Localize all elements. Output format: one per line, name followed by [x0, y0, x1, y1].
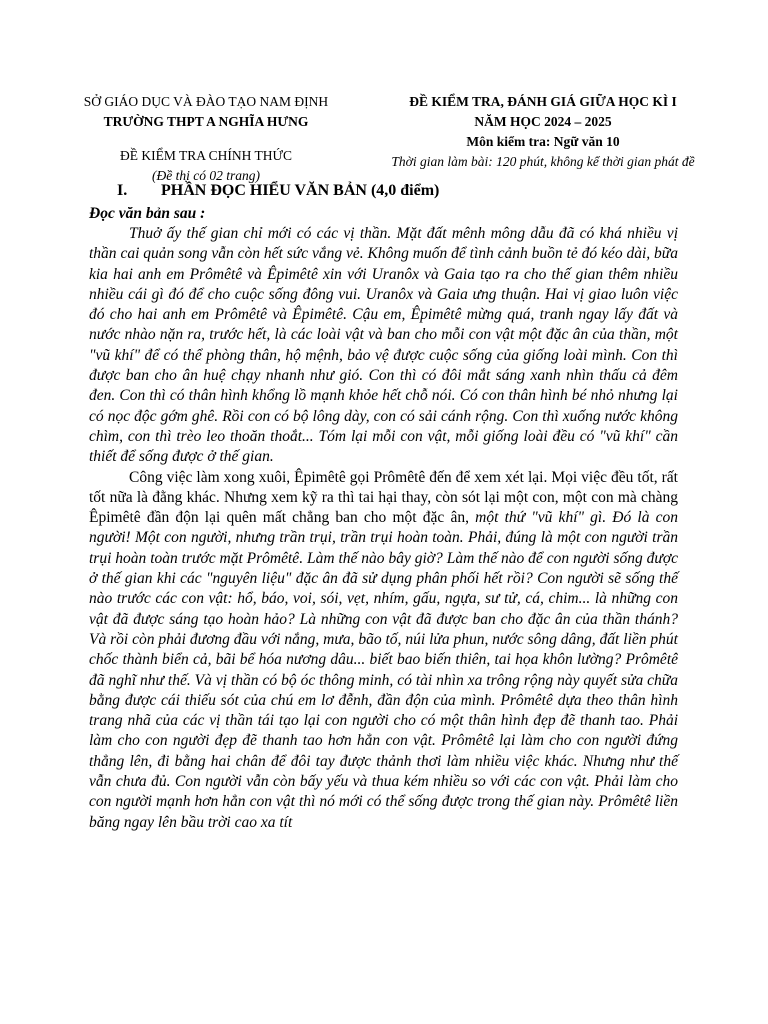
passage-paragraph-2-lead: Công việc làm xong xuôi, Êpimêtê gọi Prômêtê đến để xem xét lại. Mọi việc đều tốt, rất tốt nữa là đằng khác. Nhưng xem kỹ ra thì tai hại thay, còn sót lại một con, một con mà chàng Êpimêtê đần độn lại quên mất chẳng ban cho một đặc ân,	[89, 468, 678, 527]
passage-paragraph-2	[89, 468, 678, 833]
passage-paragraph-2-rest: một thứ "vũ khí" gì. Đó là con người! Một con người, nhưng trần trụi, trần trụi hoàn toàn. Phải, đúng là một con người trần trụi hoàn toàn trước mặt Prômêtê. Làm thế nào bây giờ? Làm thế nào để con người sống được ở thế gian khi các "nguyên liệu" đặc ân đã sử dụng phân phối hết rồi? Con người sẽ sống thế nào trước các con vật: hổ, báo, voi, sói, vẹt, nhím, gấu, ngựa, sư tử, cá, chim... là những con vật đã được sáng tạo hoàn hảo? Là những con vật đã được ban cho đặc ân của thần thánh? Và rồi còn phải đương đầu với nắng, mưa, bão tố, núi lửa phun, nước sông dâng, đất liền phút chốc thành biển cả, bãi bể hóa nương dâu... biết bao biến thiên, tai họa khôn lường? Prômêtê đã nghĩ như thế. Và vị thần có bộ óc thông minh, có tài nhìn xa trông rộng này quyết sửa chữa bằng được cái thiếu sót của chú em lơ đễnh, đần độn của mình. Prômêtê dựa theo thân hình trang nhã của các vị thần tái tạo lại con người cho có một thân hình đẹp đẽ thanh tao. Phải làm cho con người đẹp đẽ thanh tao hơn hẳn con vật. Prômêtê lại làm cho con người đứng thẳng lên, đi bằng hai chân để đôi tay được thảnh thơi làm nhiều việc khác. Nhưng như thế vẫn chưa đủ. Con người vẫn còn bấy yếu và thua kém nhiều so với các con vật. Phải làm cho con người mạnh hơn hẳn con vật thì nó mới có thể sống được trong thế gian này. Prômêtê liền băng ngay lên bầu trời cao xa tít	[89, 509, 679, 831]
passage-paragraph-1: Thuở ấy thế gian chỉ mới có các vị thần. Mặt đất mênh mông dẫu đã có khá nhiều vị thần cai quản song vẫn còn hết sức vắng vẻ. Không muốn để tình cảnh buồn tẻ đó kéo dài, bữa kia hai anh em Prômêtê và Êpimêtê xin với Uranôx và Gaia tạo ra cho thế gian thêm nhiều nhiều cái gì đó để cho cuộc sống đông vui. Uranôx và Gaia ưng thuận. Hai vị giao luôn việc đó cho hai anh em Prômêtê và Êpimêtê. Cậu em, Êpimêtê mừng quá, tranh ngay lấy đất và nước nhào nặn ra, trước hết, là các loài vật và ban cho mỗi con vật một đặc ân của thần, một "vũ khí" để có thể phòng thân, hộ mệnh, bảo vệ được cuộc sống của giống loài mình. Con thì được ban cho ân huệ chạy nhanh như gió. Con thì có đôi mắt sáng xanh nhìn thấu cả đêm đen. Con thì có thân hình khổng lồ mạnh khỏe hết chỗ nói. Có con thân hình bé nhỏ nhưng lại có nọc độc gớm ghê. Rồi con có bộ lông dày, con có sải cánh rộng. Con thì xuống nước không chìm, con thì trèo leo thoăn thoắt... Tóm lại mỗi con vật, mỗi giống loài đều có "vũ khí" cần thiết để sống được ở thế gian.	[89, 225, 678, 466]
time-line: Thời gian làm bài: 120 phút, không kể thời gian phát đề	[391, 154, 695, 169]
exam-title: ĐỀ KIỂM TRA, ĐÁNH GIÁ GIỮA HỌC KÌ I	[409, 94, 677, 109]
school-name: TRƯỜNG THPT A NGHĨA HƯNG	[103, 114, 309, 129]
school-year: NĂM HỌC 2024 – 2025	[474, 114, 612, 129]
reading-passage	[89, 224, 678, 833]
section-number: I.	[117, 182, 128, 199]
section-title: PHẦN ĐỌC HIỂU VĂN BẢN (4,0 điểm)	[161, 182, 440, 199]
department-name: SỞ GIÁO DỤC VÀ ĐÀO TẠO NAM ĐỊNH	[83, 94, 329, 109]
header-left	[56, 92, 356, 186]
read-instruction: Đọc văn bản sau :	[89, 205, 206, 222]
page-count-note: (Đề thi có 02 trang)	[152, 168, 260, 183]
subject-line: Môn kiểm tra: Ngữ văn 10	[466, 134, 620, 149]
exam-type: ĐỀ KIỂM TRA CHÍNH THỨC	[120, 148, 292, 163]
section-heading	[117, 182, 439, 200]
header-right	[368, 92, 718, 172]
